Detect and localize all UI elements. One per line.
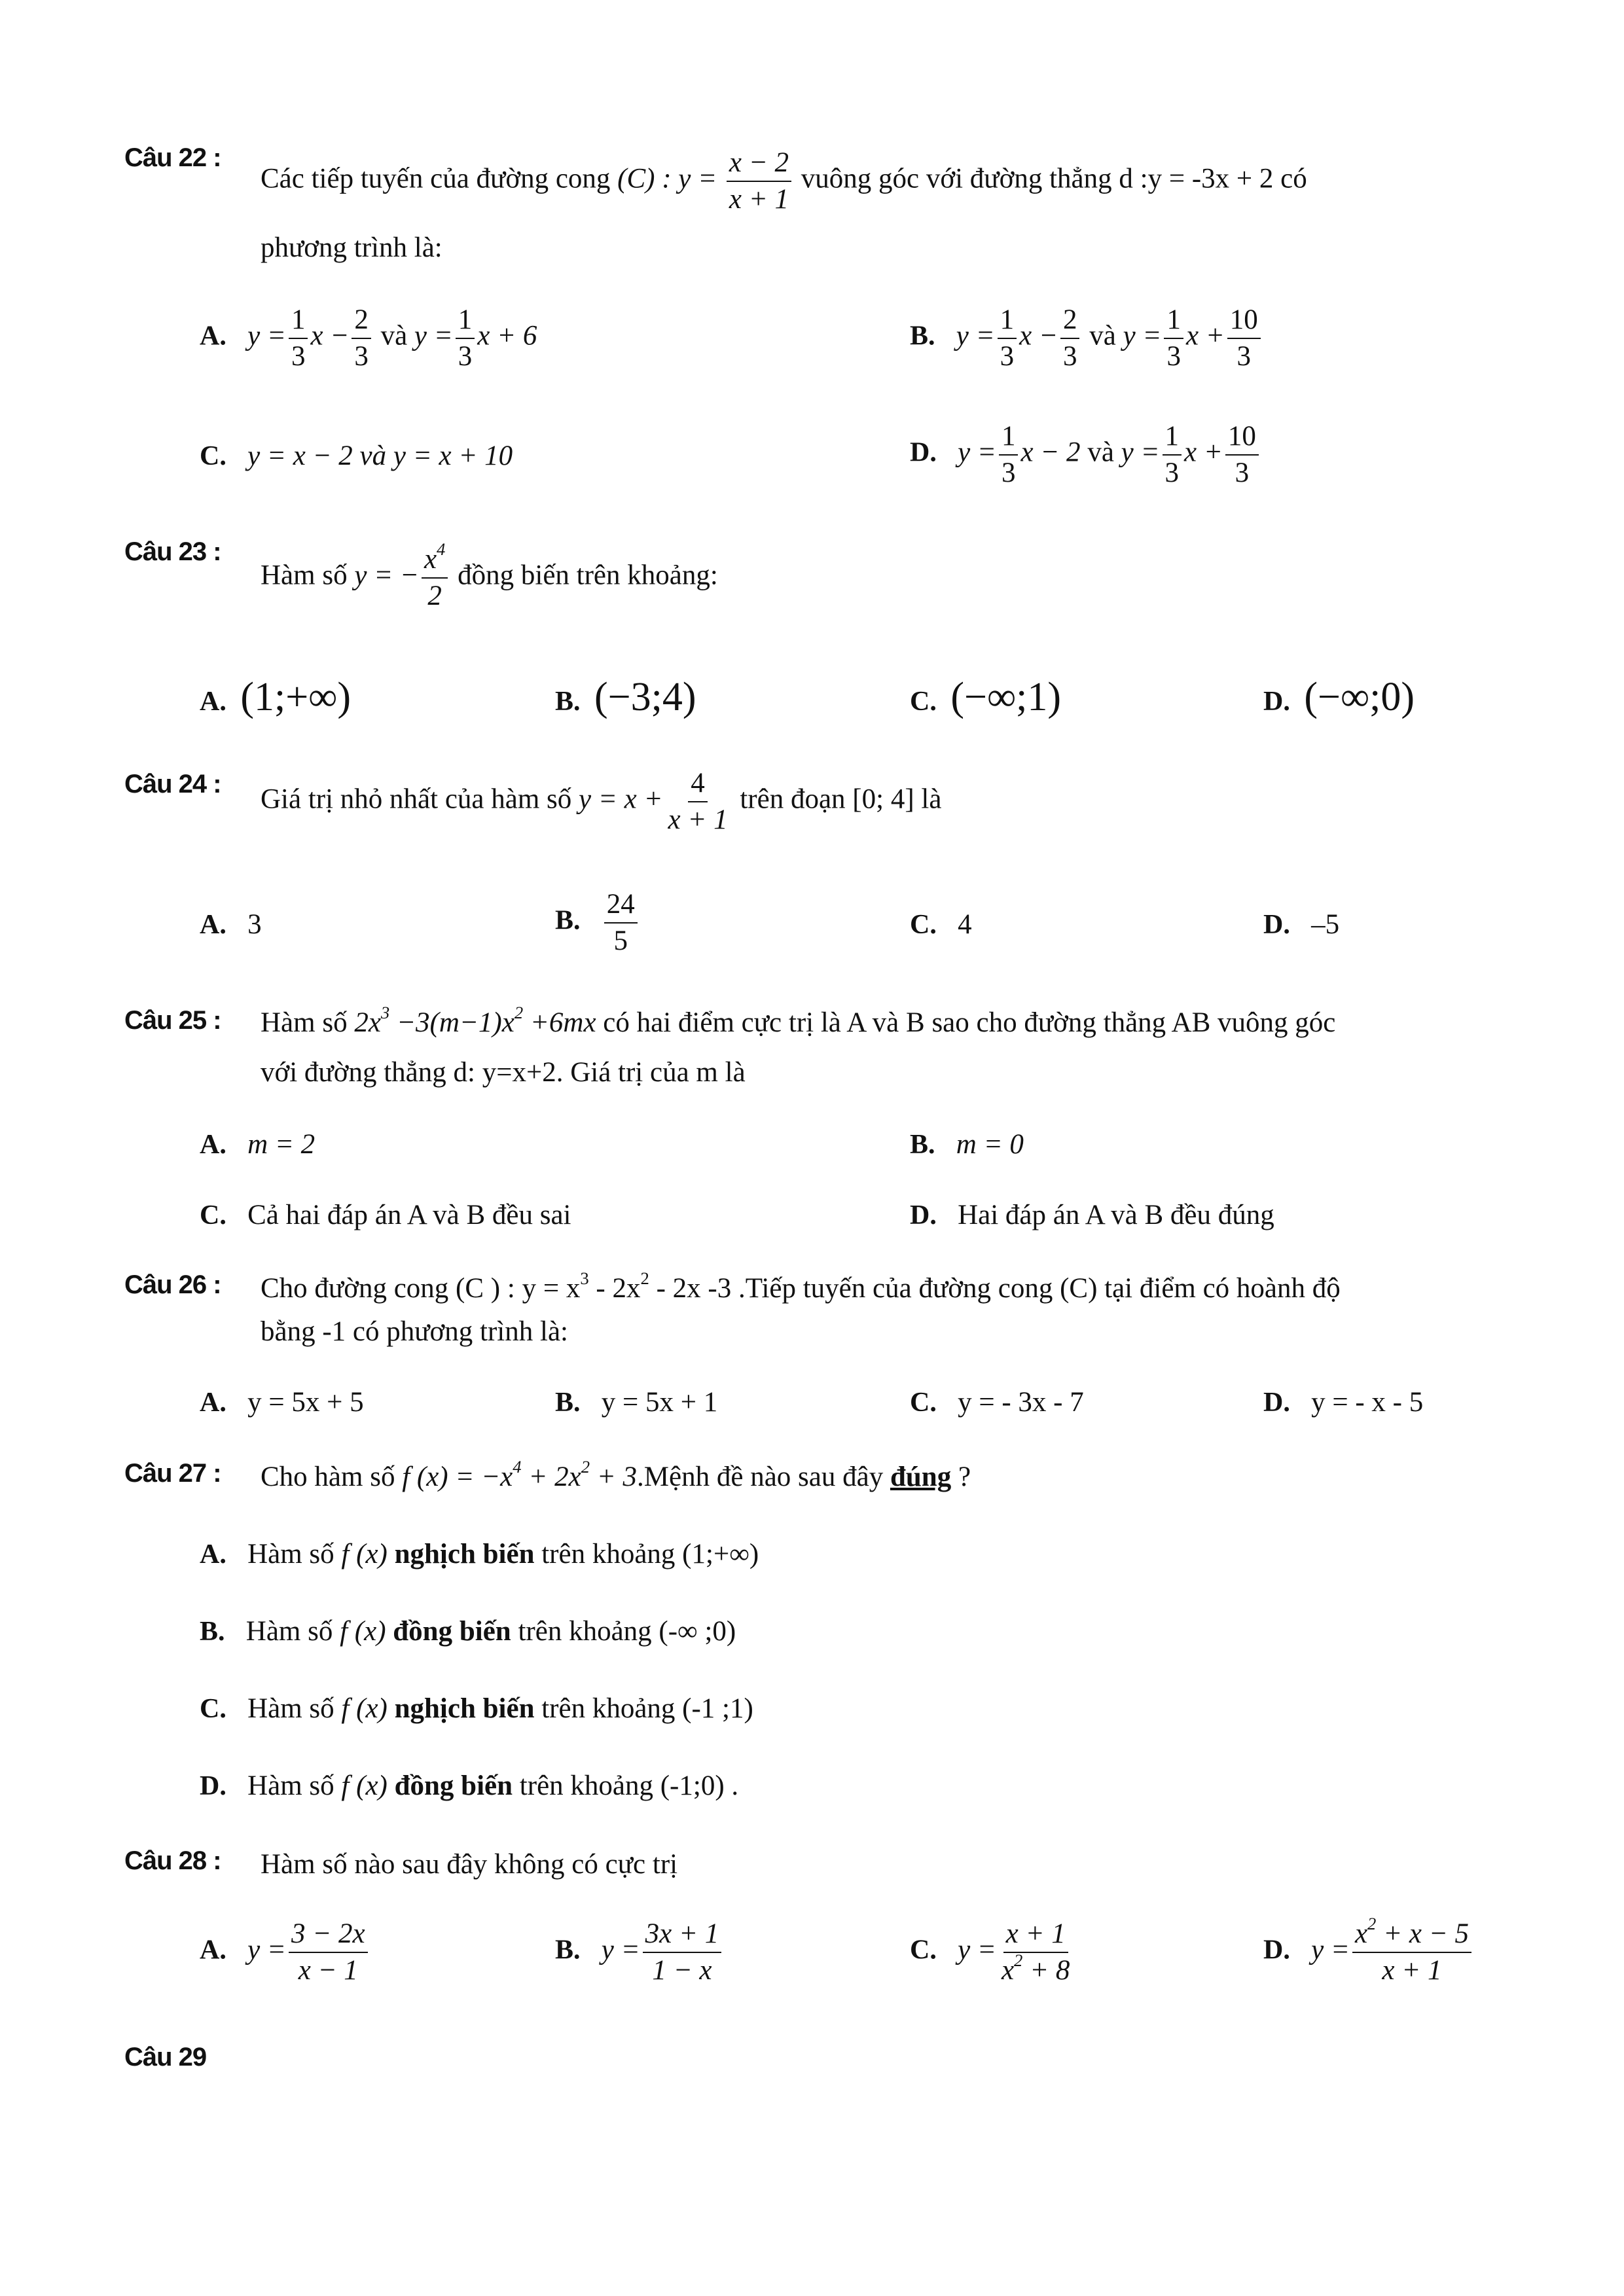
q24-option-d[interactable]: D. –5 (1263, 909, 1340, 940)
q26-option-b[interactable]: B. y = 5x + 1 (555, 1387, 718, 1418)
q28-option-a[interactable]: A. y = $\frac{3 - 2x}{x - 1}$ (200, 1916, 370, 1988)
question-25-stem-line2: với đường thẳng d: y=x+2. Giá trị của m là (261, 1057, 746, 1088)
question-27-stem: Cho hàm số f $(x) = -x^4 + 2x^2$ + 3.Mệnh đề nào sau đây đúng ? (261, 1457, 971, 1492)
q25-option-a[interactable]: A. m = 2 (200, 1129, 316, 1160)
question-26-stem: Cho đường cong (C ) : $y = x^3 - 2x^2 - 2x$ -3 .Tiếp tuyến của đường cong (C) tại điểm có hoành độ (261, 1268, 1341, 1304)
q27-option-b[interactable]: B. Hàm số f (x) đồng biến trên khoảng (-∞ ;0) (200, 1616, 736, 1647)
q23-option-a[interactable]: A. (1;+∞) (200, 675, 352, 719)
question-23-label: Câu 23 : (124, 537, 221, 566)
q25-option-b[interactable]: B. m = 0 (910, 1129, 1024, 1160)
question-24-label: Câu 24 : (124, 770, 221, 798)
q22-option-c[interactable]: C. y = x − 2 và y = x + 10 (200, 440, 513, 471)
q28-option-c[interactable]: C. y = $\frac{x + 1}{x^2 + 8}$ (910, 1916, 1075, 1988)
question-26-label: Câu 26 : (124, 1270, 221, 1299)
q28-option-d[interactable]: D. y = $\frac{x^2 + x - 5}{x + 1}$ (1263, 1916, 1474, 1988)
q27-option-d[interactable]: D. Hàm số f (x) đồng biến trên khoảng (-1;0) . (200, 1770, 739, 1801)
q25-option-d[interactable]: D. Hai đáp án A và B đều đúng (910, 1200, 1274, 1230)
question-29-label: Câu 29 (124, 2043, 207, 2072)
question-24-stem: Giá trị nhỏ nhất của hàm số y = x + $\frac{4}{x + 1}$ trên đoạn [0; 4] là (261, 766, 941, 838)
question-22-stem: Các tiếp tuyến của đường cong (C) : y = $\frac{x - 2}{x + 1}$ vuông góc với đường thẳng d :y = -3x + 2 có (261, 145, 1307, 217)
question-25-label: Câu 25 : (124, 1006, 221, 1035)
q26-option-c[interactable]: C. y = - 3x - 7 (910, 1387, 1084, 1418)
question-22-label: Câu 22 : (124, 143, 221, 172)
question-23-stem: Hàm số y = − $\frac{x^4}{2}$ đồng biến trên khoảng: (261, 539, 718, 611)
question-28-stem: Hàm số nào sau đây không có cực trị (261, 1849, 678, 1880)
q26-option-d[interactable]: D. y = - x - 5 (1263, 1387, 1424, 1418)
q27-option-a[interactable]: A. Hàm số f (x) nghịch biến trên khoảng (1;+∞) (200, 1539, 759, 1570)
q26-option-a[interactable]: A. y = 5x + 5 (200, 1387, 364, 1418)
question-25-stem: Hàm số $2x^3 -3(m-1)x^2 +6mx$ có hai điểm cực trị là A và B sao cho đường thẳng AB vuông góc (261, 1003, 1336, 1038)
question-28-label: Câu 28 : (124, 1846, 221, 1875)
q22-fraction: $\frac{x - 2}{x + 1}$ (727, 145, 791, 217)
q22-option-a[interactable]: A. y = $\frac{1}{3}$ x − $\frac{2}{3}$ và y = $\frac{1}{3}$ x + 6 (200, 302, 537, 374)
q24-option-c[interactable]: C. 4 (910, 909, 972, 940)
q24-option-a[interactable]: A. 3 (200, 909, 262, 940)
q22-option-b[interactable]: B. y = $\frac{1}{3}$ x − $\frac{2}{3}$ và y = $\frac{1}{3}$ x + $\frac{10}{3}$ (910, 302, 1263, 374)
q24-option-b[interactable]: B. $\frac{24}{5}$ (555, 887, 640, 959)
q28-option-b[interactable]: B. y = $\frac{3x + 1}{1 - x}$ (555, 1916, 724, 1988)
q22-option-d[interactable]: D. y = $\frac{1}{3}$ x − 2 và y = $\frac{1}{3}$ x + $\frac{10}{3}$ (910, 419, 1261, 491)
q23-option-d[interactable]: D. (−∞;0) (1263, 675, 1415, 719)
q23-option-b[interactable]: B. (−3;4) (555, 675, 696, 719)
q23-option-c[interactable]: C. (−∞;1) (910, 675, 1062, 719)
q27-option-c[interactable]: C. Hàm số f (x) nghịch biến trên khoảng (-1 ;1) (200, 1693, 753, 1724)
question-22-stem-line2: phương trình là: (261, 232, 442, 263)
emphasis-correct: đúng (890, 1462, 952, 1492)
question-26-stem-line2: bằng -1 có phương trình là: (261, 1316, 568, 1347)
q25-option-c[interactable]: C. Cả hai đáp án A và B đều sai (200, 1200, 571, 1230)
question-27-label: Câu 27 : (124, 1459, 221, 1488)
